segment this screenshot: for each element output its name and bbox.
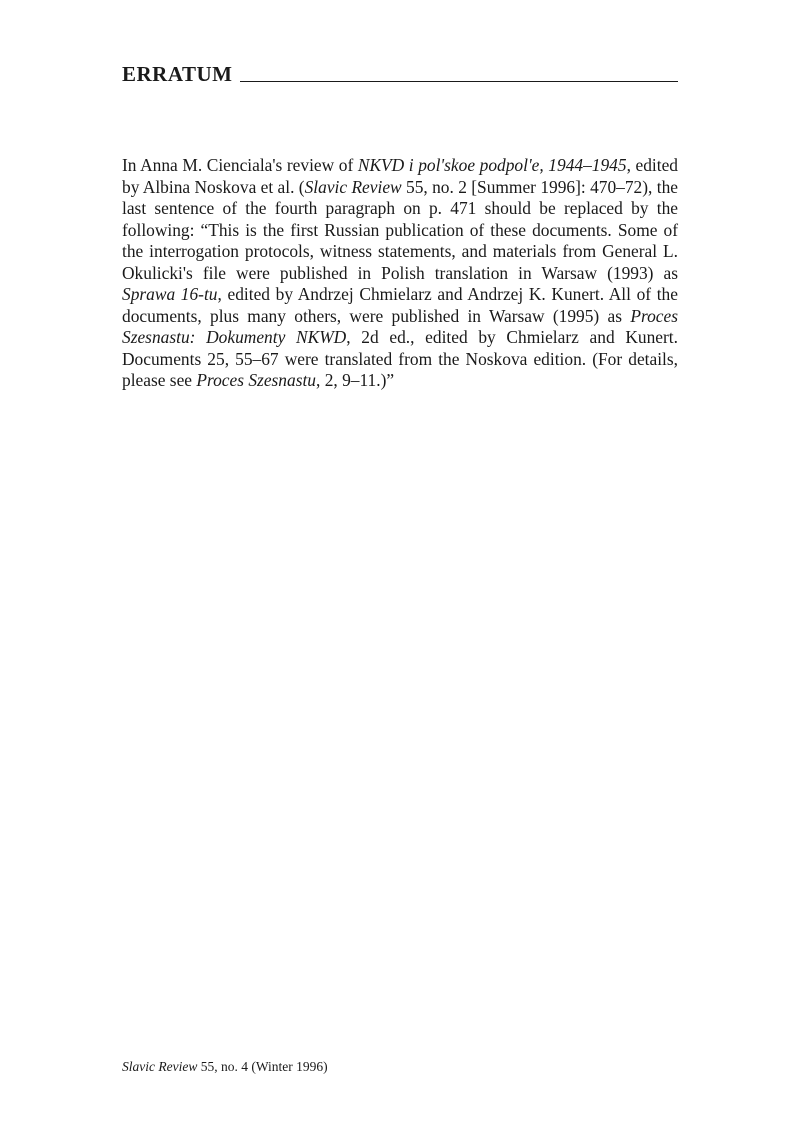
footer-issue: 55, no. 4 (Winter 1996) [197, 1059, 328, 1074]
text-run: In Anna M. Cienciala's review of [122, 155, 358, 175]
page-title: ERRATUM [122, 62, 233, 86]
erratum-header [122, 58, 678, 88]
erratum-paragraph [122, 155, 678, 392]
book-title: Proces Szesnastu: Dokumenty NKWD [122, 305, 678, 347]
text-run: , edited by Albina Noskova et al. ( [122, 155, 678, 197]
text-run: 55, no. 2 [Summer 1996]: 470–72), the last sentence of the fourth paragraph on p. 471 should be replaced by the following: “This is the first Russian publication of these documents. Some of the interrogation protocols, witness statements, and materials from General L. Okulicki's file were published in Polish translation in Warsaw (1993) as [122, 176, 678, 283]
journal-title: Slavic Review [304, 176, 402, 197]
text-run: , 2, 9–11.)” [316, 370, 395, 390]
text-run: , edited by Andrzej Chmielarz and Andrzej K. Kunert. All of the documents, plus many others, were published in Warsaw (1995) as [122, 284, 678, 326]
book-title: NKVD i pol'skoe podpol'e, 1944–1945 [357, 155, 627, 175]
page-footer [122, 1060, 328, 1074]
text-run: , 2d ed., edited by Chmielarz and Kunert. Documents 25, 55–67 were translated from the Noskova edition. (For details, please see [122, 327, 678, 390]
title-rule [240, 81, 678, 82]
book-title: Proces Szesnastu [196, 370, 316, 390]
footer-journal: Slavic Review [122, 1059, 198, 1074]
book-title: Sprawa 16-tu [122, 284, 218, 304]
